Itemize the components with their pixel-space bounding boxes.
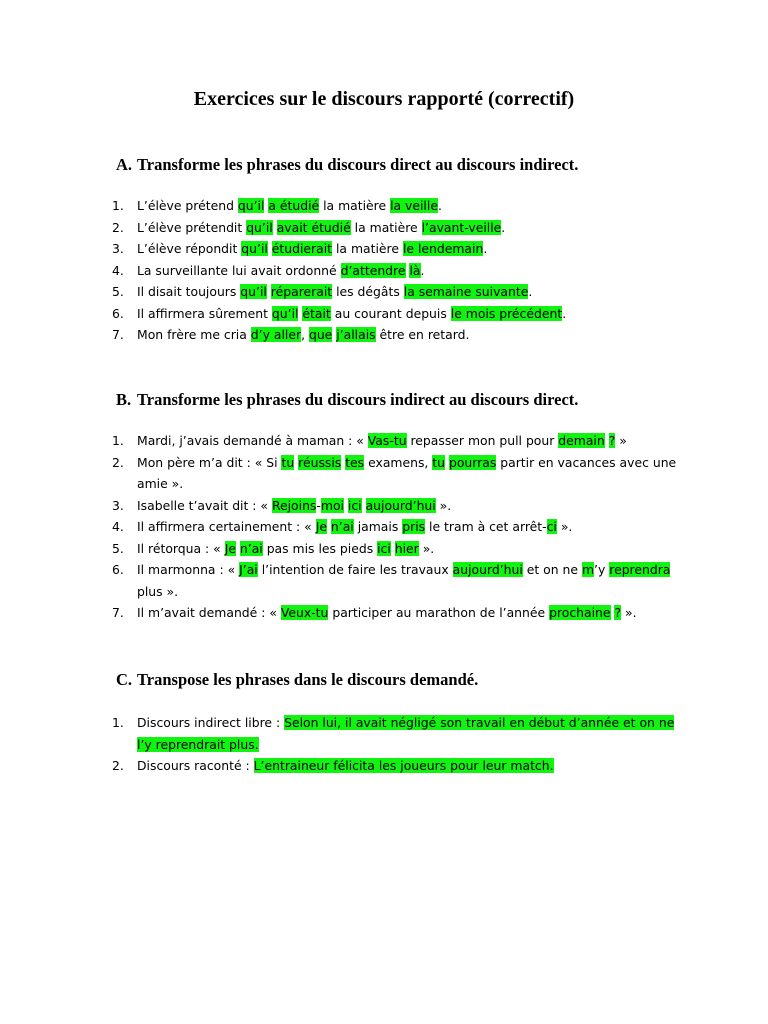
section-a-list (112, 195, 682, 346)
highlighted-answer: n’ai (330, 519, 354, 534)
highlighted-answer: avait étudié (276, 219, 351, 235)
item-text: Il disait toujours (137, 284, 241, 299)
item-text: le tram à cet arrêt- (425, 519, 547, 534)
item-number: 3. (112, 241, 124, 256)
highlighted-answer: qu’il (240, 284, 267, 299)
item-text: Mon frère me cria (137, 327, 251, 342)
list-item (112, 195, 682, 217)
item-text: Il rétorqua : « (137, 540, 225, 556)
item-text: examens, (364, 454, 433, 470)
highlighted-answer: tu (281, 454, 295, 470)
section-b-heading (116, 389, 736, 411)
item-text: Discours indirect libre : (137, 715, 285, 730)
highlighted-answer: ici (377, 540, 391, 556)
item-text: ». (621, 605, 637, 620)
item-number: 2. (112, 454, 124, 470)
highlighted-answer: qu’il (241, 241, 268, 256)
highlighted-answer: a étudié (268, 198, 320, 213)
list-item (112, 217, 682, 239)
item-number: 7. (112, 605, 124, 620)
item-text: la matière (319, 198, 391, 213)
list-item (112, 324, 682, 346)
highlighted-answer: aujourd’hui (452, 562, 523, 577)
item-text: Discours raconté : (137, 758, 254, 773)
item-text: » (615, 433, 627, 448)
highlighted-answer: qu’il (237, 198, 265, 213)
list-item (112, 281, 682, 303)
item-number: 2. (112, 758, 124, 773)
highlighted-answer: Vas-tu (367, 433, 407, 448)
item-text: L’élève prétend (137, 198, 238, 213)
item-number: 1. (112, 433, 124, 448)
highlighted-answer: Je (315, 519, 327, 534)
highlighted-answer: d’y aller (250, 327, 302, 342)
list-item (112, 516, 682, 538)
highlighted-answer: Rejoins (271, 497, 317, 513)
list-item (112, 602, 682, 624)
section-heading-text: Transpose les phrases dans le discours demandé. (137, 670, 479, 689)
item-text: la matière (332, 241, 403, 256)
item-text: partir en vacances avec une amie ». (137, 454, 677, 491)
highlighted-answer: aujourd’hui (365, 497, 436, 513)
list-item (112, 495, 682, 517)
item-text: Il affirmera sûrement (137, 305, 272, 321)
highlighted-answer: était (302, 305, 331, 321)
section-c-list (112, 712, 682, 777)
list-item (112, 712, 682, 755)
document-title: Exercices sur le discours rapporté (correctif) (193, 88, 575, 110)
highlighted-answer: tes (345, 454, 365, 470)
item-number: 7. (112, 327, 124, 342)
highlighted-answer: ici (347, 497, 362, 513)
highlighted-answer: qu’il (246, 219, 273, 235)
item-number: 1. (112, 198, 124, 213)
section-letter: B. (116, 390, 132, 409)
item-text: Mon père m’a dit : « Si (137, 454, 282, 470)
item-text: plus ». (137, 583, 179, 599)
highlighted-answer: la semaine suivante (403, 284, 529, 299)
highlighted-answer: ci (546, 519, 557, 534)
list-item (112, 303, 682, 325)
item-text: Il m’avait demandé : « (137, 605, 281, 620)
section-b-list (112, 430, 682, 624)
highlighted-answer: m (581, 562, 595, 577)
item-text: pas mis les pieds (262, 540, 378, 556)
item-text: L’élève répondit (137, 241, 242, 256)
highlighted-answer: l’avant-veille (421, 219, 502, 235)
list-item (112, 430, 682, 452)
highlighted-answer: hier (394, 540, 419, 556)
item-text: La surveillante lui avait ordonné (137, 262, 341, 278)
section-heading-text: Transforme les phrases du discours indirect au discours direct. (137, 390, 579, 409)
highlighted-answer: là (409, 262, 421, 278)
item-text: jamais (353, 519, 403, 534)
highlighted-answer: tu (432, 454, 446, 470)
section-heading-text: Transforme les phrases du discours direct au discours indirect. (137, 155, 579, 174)
item-text: ’y (594, 562, 610, 577)
item-text: Il marmonna : « (137, 562, 240, 577)
highlighted-answer: réussis (298, 454, 342, 470)
item-text: la matière (350, 219, 422, 235)
list-item (112, 559, 682, 602)
item-text: ». (556, 519, 573, 534)
list-item (112, 755, 682, 777)
list-item (112, 452, 682, 495)
item-number: 5. (112, 540, 124, 556)
section-letter: A. (116, 155, 133, 174)
item-text: et on ne (522, 562, 582, 577)
item-number: 4. (112, 262, 124, 278)
highlighted-answer: pourras (448, 454, 497, 470)
item-number: 6. (112, 562, 124, 577)
section-c-heading (116, 669, 736, 691)
highlighted-answer: moi (320, 497, 344, 513)
highlighted-answer: J’ai (239, 562, 258, 577)
item-text: les dégâts (332, 284, 404, 299)
highlighted-answer: d’attendre (340, 262, 406, 278)
highlighted-answer: Selon lui, il avait négligé son travail en début d’année et on ne l’y reprendrait plus. (137, 715, 675, 752)
highlighted-answer: le mois précédent (450, 305, 563, 321)
item-text: L’élève prétendit (137, 219, 247, 235)
list-item (112, 260, 682, 282)
item-number: 3. (112, 497, 124, 513)
item-text: . (528, 284, 533, 299)
highlighted-answer: qu’il (271, 305, 299, 321)
highlighted-answer: reprendra (609, 562, 671, 577)
item-text: ». (418, 540, 435, 556)
highlighted-answer: n’ai (239, 540, 263, 556)
highlighted-answer: ? (608, 433, 616, 448)
item-text: être en retard. (375, 327, 470, 342)
item-text: ». (435, 497, 452, 513)
item-number: 2. (112, 219, 124, 235)
item-text: . (420, 262, 425, 278)
highlighted-answer: la veille (390, 198, 438, 213)
list-item (112, 238, 682, 260)
item-text: , (301, 327, 309, 342)
highlighted-answer: demain (558, 433, 605, 448)
highlighted-answer: Veux-tu (280, 605, 329, 620)
list-item (112, 538, 682, 560)
item-text: au courant depuis (330, 305, 451, 321)
highlighted-answer: pris (402, 519, 426, 534)
item-number: 4. (112, 519, 124, 534)
item-text: Il affirmera certainement : « (137, 519, 316, 534)
item-text: . (437, 198, 442, 213)
item-text: Mardi, j’avais demandé à maman : « (137, 433, 368, 448)
highlighted-answer: étudierait (271, 241, 333, 256)
item-number: 5. (112, 284, 124, 299)
item-text: l’intention de faire les travaux (257, 562, 453, 577)
item-text (362, 498, 366, 513)
highlighted-answer: L’entraineur félicita les joueurs pour leur match. (253, 758, 554, 773)
highlighted-answer: ? (614, 605, 622, 620)
item-text: . (483, 241, 488, 256)
highlighted-answer: Je (224, 540, 236, 556)
item-text: . (501, 219, 506, 235)
highlighted-answer: réparerait (270, 284, 333, 299)
item-text: participer au marathon de l’année (328, 605, 550, 620)
highlighted-answer: que (308, 327, 333, 342)
item-text: repasser mon pull pour (406, 433, 559, 448)
section-a-heading (116, 154, 736, 176)
highlighted-answer: prochaine (549, 605, 611, 620)
item-text: - (316, 497, 321, 513)
highlighted-answer: le lendemain (402, 241, 484, 256)
section-letter: C. (116, 670, 133, 689)
item-text: . (562, 305, 567, 321)
item-number: 1. (112, 715, 124, 730)
item-text: Isabelle t’avait dit : « (137, 497, 272, 513)
item-number: 6. (112, 305, 124, 321)
highlighted-answer: j’allais (336, 327, 376, 342)
